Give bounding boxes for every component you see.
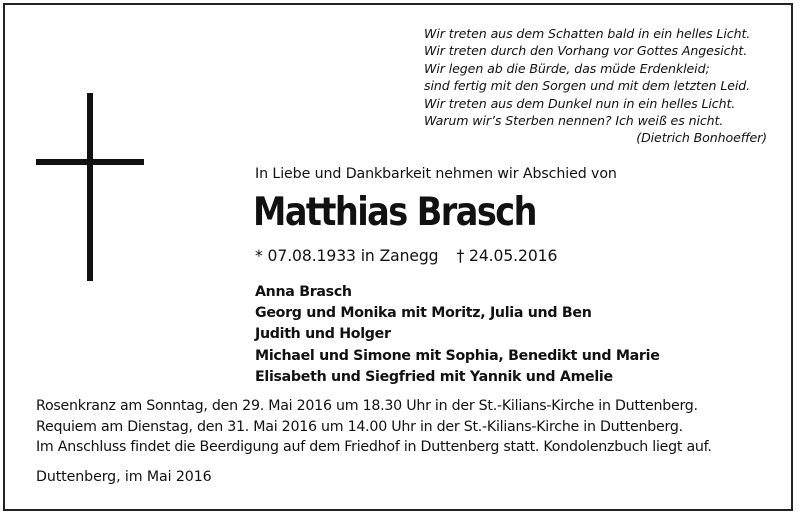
death-date: † 24.05.2016 [456,247,558,265]
requiem-info: Requiem am Dienstag, den 31. Mai 2016 um 14.00 Uhr in der St.-Kilians-Kirche in Duttenberg. [36,418,683,435]
family-member: Michael und Simone mit Sophia, Benedikt und Marie [255,347,660,364]
cross-vertical-bar [87,93,93,281]
poem-line: Wir treten durch den Vorhang vor Gottes Angesicht. [424,43,748,59]
family-member: Georg und Monika mit Moritz, Julia und Ben [255,305,592,322]
life-dates [255,247,557,265]
family-list [255,282,660,388]
family-member: Judith und Holger [255,326,391,343]
poem-line: Wir legen ab die Bürde, das müde Erdenkleid; [424,60,710,76]
cross-horizontal-bar [36,159,144,165]
service-info [36,396,712,458]
burial-info: Im Anschluss findet die Beerdigung auf dem Friedhof in Duttenberg statt. Kondolenzbuch liegt auf. [36,439,712,456]
poem-line: Warum wir’s Sterben nennen? Ich weiß es nicht. [424,113,724,129]
birth-date: * 07.08.1933 in Zanegg [255,247,439,265]
rosary-info: Rosenkranz am Sonntag, den 29. Mai 2016 um 18.30 Uhr in der St.-Kilians-Kirche in Duttenberg. [36,398,698,414]
intro-text: In Liebe und Dankbarkeit nehmen wir Abschied von [255,166,617,182]
deceased-name: Matthias Brasch [253,190,536,235]
poem [424,25,784,147]
place-date: Duttenberg, im Mai 2016 [36,469,212,485]
family-member: Anna Brasch [255,284,352,300]
poem-line: sind fertig mit den Sorgen und mit dem letzten Leid. [424,78,751,94]
family-member: Elisabeth und Siegfried mit Yannik und Amelie [255,368,613,385]
poem-line: Wir treten aus dem Schatten bald in ein helles Licht. [424,26,751,41]
poem-line: Wir treten aus dem Dunkel nun in ein helles Licht. [424,95,736,111]
poem-author: (Dietrich Bonhoeffer) [636,130,767,146]
